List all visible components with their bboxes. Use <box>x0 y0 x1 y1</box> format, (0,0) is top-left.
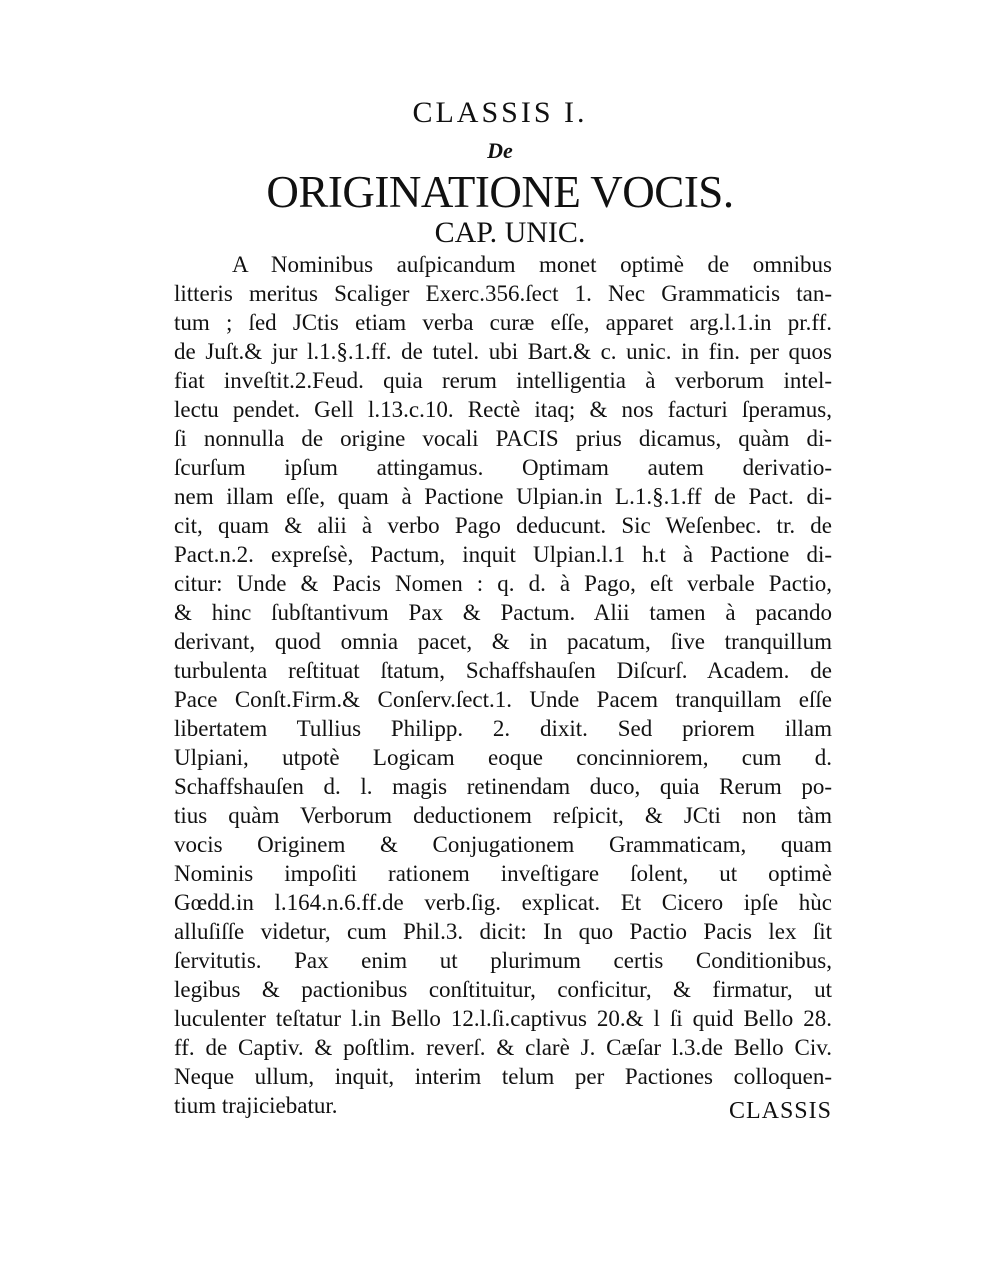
text-line: Gœdd.in l.164.n.6.ff.de verb.ſig. explicat. Et Cicero ipſe hùc <box>174 890 832 915</box>
text-line: ſi nonnulla de origine vocali PACIS prius dicamus, quàm di- <box>174 426 832 451</box>
text-line: A Nominibus auſpicandum monet optimè de omnibus <box>232 252 832 277</box>
preposition-heading: De <box>487 138 513 163</box>
text-line: tius quàm Verborum deductionem reſpicit, & JCti non tàm <box>174 803 832 828</box>
chapter-heading: CAP. UNIC. <box>434 216 586 249</box>
text-line: turbulenta reſtituat ſtatum, Schaffshauſen Diſcurſ. Academ. de <box>174 658 832 683</box>
text-line: Pace Conſt.Firm.& Conſerv.ſect.1. Unde Pacem tranquillam eſſe <box>174 687 832 712</box>
text-line: Nominis impoſiti rationem inveſtigare ſolent, ut optimè <box>174 861 832 886</box>
text-line: Neque ullum, inquit, interim telum per Pactiones colloquen- <box>174 1064 832 1089</box>
text-line: de Juſt.& jur l.1.§.1.ff. de tutel. ubi Bart.& c. unic. in fin. per quos <box>174 339 832 364</box>
text-line: tium trajiciebatur. <box>174 1093 338 1118</box>
text-line: cit, quam & alii à verbo Pago deducunt. Sic Weſenbec. tr. de <box>174 513 832 538</box>
text-line: ſcurſum ipſum attingamus. Optimam autem derivatio- <box>174 455 832 480</box>
text-line: vocis Originem & Conjugationem Grammaticam, quam <box>174 832 832 857</box>
text-line: ſervitutis. Pax enim ut plurimum certis Conditionibus, <box>174 948 832 973</box>
text-line: Schaffshauſen d. l. magis retinendam duco, quia Rerum po- <box>174 774 832 799</box>
text-line: Ulpiani, utpotè Logicam eoque concinniorem, cum d. <box>174 745 832 770</box>
body-text <box>174 250 832 1120</box>
text-line: Pact.n.2. expreſsè, Pactum, inquit Ulpian.l.1 h.t à Pactione di- <box>174 542 832 567</box>
text-line: legibus & pactionibus conſtituitur, conficitur, & firmatur, ut <box>174 977 832 1002</box>
text-line: alluſiſſe videtur, cum Phil.3. dicit: In quo Pactio Pacis lex ſit <box>174 919 832 944</box>
text-line: tum ; ſed JCtis etiam verba curæ eſſe, apparet arg.l.1.in pr.ff. <box>174 310 832 335</box>
catchword: CLASSIS <box>728 1098 832 1124</box>
page-title: ORIGINATIONE VOCIS. <box>266 167 734 217</box>
text-line: ff. de Captiv. & poſtlim. reverſ. & clarè J. Cæſar l.3.de Bello Civ. <box>174 1035 832 1060</box>
text-line: nem illam eſſe, quam à Pactione Ulpian.in L.1.§.1.ff de Pact. di- <box>174 484 832 509</box>
text-line: citur: Unde & Pacis Nomen : q. d. à Pago, eſt verbale Pactio, <box>174 571 832 596</box>
text-line: luculenter teſtatur l.in Bello 12.l.ſi.captivus 20.& l ſi quid Bello 28. <box>174 1006 832 1031</box>
part-heading: CLASSIS I. <box>412 96 588 129</box>
text-line: litteris meritus Scaliger Exerc.356.ſect 1. Nec Grammaticis tan- <box>174 281 832 306</box>
text-line: lectu pendet. Gell l.13.c.10. Rectè itaq; & nos facturi ſperamus, <box>174 397 832 422</box>
text-line: derivant, quod omnia pacet, & in pacatum, ſive tranquillum <box>174 629 832 654</box>
text-line: & hinc ſubſtantivum Pax & Pactum. Alii tamen à pacando <box>174 600 832 625</box>
text-line: libertatem Tullius Philipp. 2. dixit. Sed priorem illam <box>174 716 832 741</box>
text-line: fiat inveſtit.2.Feud. quia rerum intelligentia à verborum intel- <box>174 368 832 393</box>
